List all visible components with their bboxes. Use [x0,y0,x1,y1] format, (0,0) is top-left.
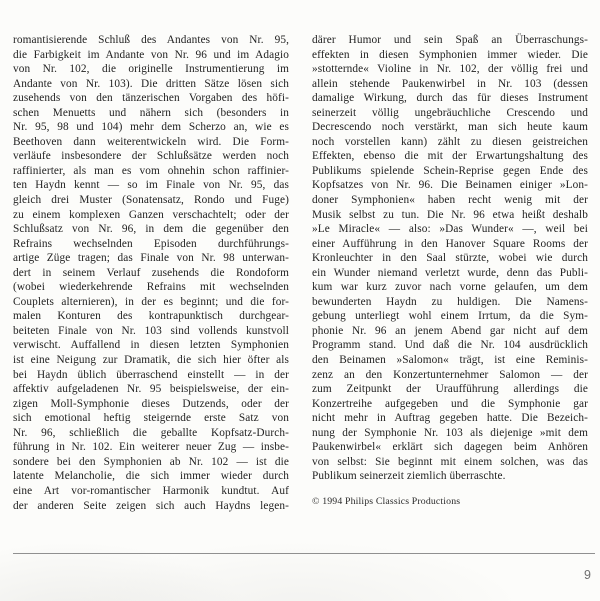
text-line: zusehends von den tänzerischen Vorgaben des höfi- [13,92,289,105]
text-line: ist eine Neigung zur Dramatik, die sich hier öfter als [13,354,289,367]
text-line: Nr. 96, schließlich die geballte Kopfsatz-Durch- [13,426,289,439]
text-line: latente Melancholie, die sich immer wieder durch [13,470,289,483]
text-line: artige Züge tragen; das Finale von Nr. 98 unterwan- [13,252,289,265]
text-line: romantisierende Schluß des Andantes von Nr. 95, [13,34,289,46]
text-line: zum Zeitpunkt der Uraufführung allerdings die [312,383,588,396]
text-line: nicht mehr in Auftrag gegeben hatte. Die Bezeich- [312,412,588,425]
text-line: Couplets alternieren), in der es beginnt; und die for- [13,295,289,308]
text-line: gleich drei Muster (Sonatensatz, Rondo und Fuge) [13,194,289,207]
text-line: Kronleuchter in den Saal stürzte, wobei wie durch [312,252,588,265]
text-line: damalige Wirkung, durch das für dieses Instrument [312,92,588,105]
text-line: allein stehende Paukenwirbel in Nr. 103 (dessen [312,77,588,90]
text-line: raffinierter, als man es vom ohnehin schon raffinier- [13,164,289,177]
text-line: affektiv aufgeladenen Nr. 95 beispielsweise, der ein- [13,383,289,396]
text-line: Andante von Nr. 103). Die dritten Sätze lösen sich [13,77,289,90]
text-line: Publikums spielende Schein-Reprise gegen Ende des [312,164,588,177]
text-line: Musik selbst zu tun. Die Nr. 96 etwa heißt deshalb [312,208,588,221]
text-line: Refrains wechselnden Episoden durchführungs- [13,237,289,250]
text-line: gebung unterliegt wohl einem Irrtum, da die Sym- [312,310,588,323]
text-line: der anderen Seite zeigen sich auch Haydns legen- [13,499,289,512]
text-line: »stotternde« Violine in Nr. 102, der völlig frei und [312,63,588,76]
text-column-left [13,33,289,513]
text-line: zu einem komplexen Ganzen verschachtelt; oder der [13,208,289,221]
text-line: Effekten, ebenso die mit der Erwartungshaltung des [312,150,588,163]
text-line: Kopfsatzes von Nr. 96. Die Beinamen einiger »Lon- [312,179,588,192]
footer-rule [13,553,595,554]
text-line: bewunderten Haydn zu huldigen. Die Namens- [312,295,588,308]
text-line: noch vorstellen kann) zählt zu diesen geistreichen [312,135,588,148]
text-line: Publikum seinerzeit ziemlich überraschte. [312,470,506,483]
text-line: Beethoven dann weiterentwickeln wird. Die Form- [13,135,289,148]
text-line: ten Haydn kennt — so im Finale von Nr. 95, das [13,179,289,192]
text-line: kum war kurz zuvor nach vorne gelaufen, um dem [312,281,588,294]
copyright-line: © 1994 Philips Classics Productions [312,495,461,507]
text-line: nung der Symphonie Nr. 103 als diejenige »mit dem [312,426,588,439]
text-line: bei Haydn üblich überraschend einstellt — in der [13,368,289,381]
text-line: seinerzeit völlig ungebräuchliche Crescendo und [312,106,588,119]
text-line: »Le Miracle« — also: »Das Wunder« —, weil bei [312,223,588,236]
text-columns [13,33,588,513]
text-line: von Nr. 102, die originelle Instrumentierung im [13,63,289,76]
text-line: beiteten Finale von Nr. 103 sind vollends kunstvoll [13,324,289,337]
text-line: die Farbigkeit im Andante von Nr. 96 und im Adagio [13,48,289,61]
text-line: doner Symphonien« haben recht wenig mit der [312,194,588,207]
text-line: Programm stand. Und daß die Nr. 104 ausdrücklich [312,339,588,352]
text-line: verwischt. Auffallend in diesen letzten Symphonien [13,339,289,352]
text-line: dert in seinem Verlauf zusehends die Rondoform [13,266,289,279]
text-line: einer Aufführung in den Hanover Square Rooms der [312,237,588,250]
text-line: malen Konturen des kontrapunktisch durchgear- [13,310,289,323]
text-line: (wobei wiederkehrende Refrains mit wechselnden [13,281,289,294]
text-line: Schlußsatz von Nr. 96, in dem die gegenüber den [13,223,289,236]
text-line: Nr. 95, 98 und 104) mehr dem Scherzo an, wie es [13,121,289,134]
page-number: 9 [584,568,591,582]
text-line: den Beinamen »Salomon« trägt, ist eine Reminis- [312,354,588,367]
text-line: därer Humor und sein Spaß an Überraschungs- [312,34,588,46]
text-line: zigen Moll-Symphonie dieses Dutzends, oder der [13,397,289,410]
text-column-right [312,33,588,513]
text-line: führung in Nr. 102. Ein weiterer neuer Zug — insbe- [13,441,289,454]
text-line: eine Art vor-romantischer Harmonik kundtut. Auf [13,484,289,497]
text-line: effekten in diesen Symphonien immer wieder. Die [312,48,588,61]
text-line: zenz an den Konzertunternehmer Salomon — der [312,368,588,381]
text-line: phonie Nr. 96 an jenem Abend gar nicht auf dem [312,324,588,337]
text-line: Paukenwirbel« erklärt sich dagegen beim Anhören [312,441,588,454]
text-line: sondere bei den Symphonien ab Nr. 102 — ist die [13,455,289,468]
text-line: Konzertreihe aufgegeben und die Symphonie gar [312,397,588,410]
text-line: Decrescendo noch verstärkt, man sich heute kaum [312,121,588,134]
text-line: schen Menuetts und nähern sich (besonders in [13,106,289,119]
text-line: von selbst: Sie beginnt mit einem solchen, was das [312,455,588,468]
text-line: ein Wunder niemand verletzt wurde, denn das Publi- [312,266,588,279]
text-line: sich emotional heftig steigernde erste Satz von [13,412,289,425]
text-line: verläufe insbesondere der Schlußsätze werden noch [13,150,289,163]
